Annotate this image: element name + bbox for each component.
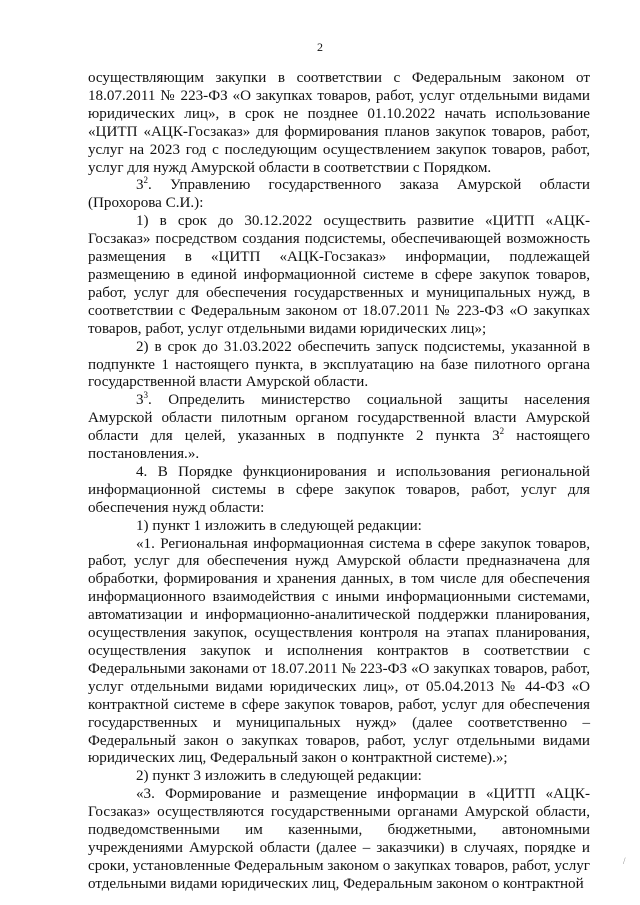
clause-superscript: 3 <box>143 390 149 401</box>
reference-superscript: 2 <box>499 426 505 437</box>
clause-text-end: настоящего постановления.». <box>88 428 590 463</box>
clause-text: . Управлению государственного заказа Амурской области (Прохорова С.И.): <box>88 177 590 212</box>
paragraph-3-2 <box>88 177 590 213</box>
clause-number: 3 <box>136 177 144 194</box>
paragraph-4-item-1-quote: «1. Региональная информационная система в сфере закупок товаров, работ, услуг для обеспечения нужд Амурской области предназначена для обработки, формирования и хранения данных, в том числе для обеспечения информационного взаимодействия с иными информационными системами, автоматизации и информационно-аналитической поддержки планирования, осуществления закупок, осуществления контроля на этапах планирования, осуществления закупок и исполнения контрактов в соответствии с Федеральными законами от 18.07.2011 № 223-ФЗ «О закупках товаров, работ, услуг отдельными видами юридических лиц», от 05.04.2013 № 44-ФЗ «О контрактной системе в сфере закупок товаров, работ, услуг для обеспечения государственных и муниципальных нужд» (далее соответственно – Федеральный закон о закупках товаров, работ, услуг отдельными видами юридических лиц, Федеральный закон о контрактной системе).»; <box>88 535 590 767</box>
clause-number: 3 <box>136 392 144 409</box>
paragraph-4: 4. В Порядке функционирования и использования региональной информационной системы в сфере закупок товаров, работ, услуг для обеспечения нужд области: <box>88 463 590 516</box>
paragraph-4-item-2-quote: «3. Формирование и размещение информации в «ЦИТП «АЦК-Госзаказ» осуществляются государственными органами Амурской области, подведомственными им казенными, бюджетными, автономными учреждениями Амурской области (далее – заказчики) в случаях, порядке и сроки, установленные Федеральным законом о закупках товаров, работ, услуг отдельными видами юридических лиц, Федеральным законом о контрактной <box>88 786 590 892</box>
document-body <box>88 70 590 894</box>
paragraph-3-2-item-1: 1) в срок до 30.12.2022 осуществить развитие «ЦИТП «АЦК-Госзаказ» посредством создания подсистемы, обеспечивающей возможность размещения в «ЦИТП «АЦК-Госзаказ» информации, подлежащей размещению в единой информационной системе в сфере закупок товаров, работ, услуг для обеспечения государственных и муниципальных нужд, в соответствии с Федеральным законом от 18.07.2011 № 223-ФЗ «О закупках товаров, работ, услуг отдельными видами юридических лиц»; <box>88 213 590 337</box>
page-number: 2 <box>317 40 323 54</box>
paragraph-3-2-item-2: 2) в срок до 31.03.2022 обеспечить запуск подсистемы, указанной в подпункте 1 настоящего пункта, в эксплуатацию на базе пилотного органа государственной власти Амурской области. <box>88 338 590 391</box>
clause-superscript: 2 <box>143 175 149 186</box>
paragraph-4-item-1: 1) пункт 1 изложить в следующей редакции: <box>136 517 422 534</box>
paragraph-intro: осуществляющим закупки в соответствии с Федеральным законом от 18.07.2011 № 223-ФЗ «О закупках товаров, работ, услуг отдельными видами юридических лиц», в срок не позднее 01.10.2022 начать использование «ЦИТП «АЦК-Госзаказ» для формирования планов закупок товаров, работ, услуг на 2023 год с последующим осуществлением закупок товаров, работ, услуг для нужд Амурской области в соответствии с Порядком. <box>88 70 590 176</box>
scan-mark: / <box>623 856 626 866</box>
paragraph-3-3 <box>88 392 590 464</box>
paragraph-4-item-2: 2) пункт 3 изложить в следующей редакции: <box>136 768 422 785</box>
clause-text: . Определить министерство социальной защиты населения Амурской области пилотным органом государственной власти Амурской области для целей, указанных в подпункте 2 пункта 3 <box>88 392 590 445</box>
